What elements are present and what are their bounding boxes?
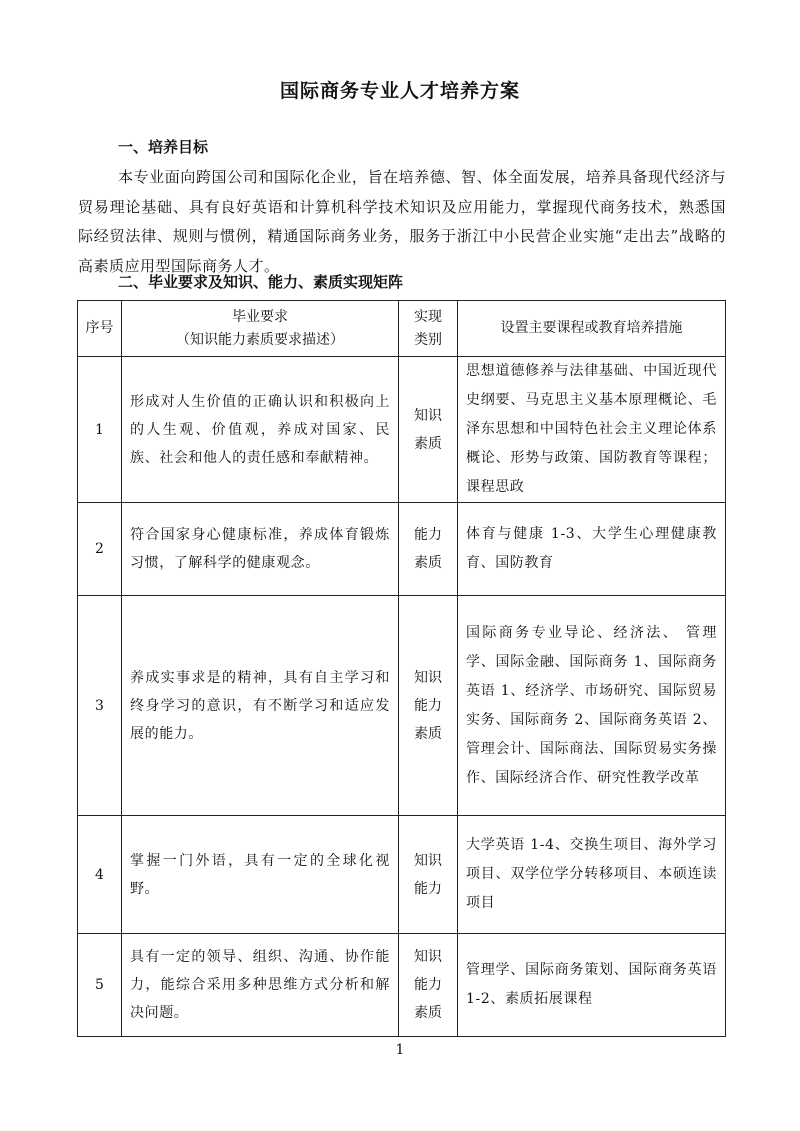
table-row: [78, 596, 726, 816]
header-num: 序号: [78, 301, 122, 357]
row-category: 知识 能力 素质: [399, 596, 458, 816]
row-num: 2: [78, 503, 122, 596]
row-courses: 思想道德修养与法律基础、中国近现代史纲要、马克思主义基本原理概论、毛泽东思想和中国特色社会主义理论体系概论、形势与政策、国防教育等课程；课程思政: [458, 357, 726, 503]
requirements-matrix-table: [77, 300, 726, 1037]
section-heading-matrix: 二、毕业要求及知识、能力、素质实现矩阵: [118, 273, 404, 291]
row-courses: 国际商务专业导论、经济法、 管理学、国际金融、国际商务 1、国际商务英语 1、经济学、市场研究、国际贸易实务、国际商务 2、国际商务英语 2、管理会计、国际商法、国际贸易实务操作、国际经济合作、研究性教学改革: [458, 596, 726, 816]
section-heading-objectives: 一、培养目标: [118, 138, 209, 156]
row-requirement: 形成对人生价值的正确认识和积极向上的人生观、价值观，养成对国家、民族、社会和他人的责任感和奉献精神。: [122, 357, 399, 503]
objectives-paragraph: 本专业面向跨国公司和国际化企业，旨在培养德、智、体全面发展，培养具备现代经济与贸易理论基础、具有良好英语和计算机科学技术知识及应用能力，掌握现代商务技术，熟悉国际经贸法律、规则与惯例，精通国际商务业务，服务于浙江中小民营企业实施“走出去”战略的高素质应用型国际商务人才。: [78, 168, 726, 275]
row-requirement: 符合国家身心健康标准，养成体育锻炼习惯，了解科学的健康观念。: [122, 503, 399, 596]
table-row: [78, 357, 726, 503]
row-category: 知识 素质: [399, 357, 458, 503]
page-number: 1: [395, 1042, 405, 1058]
table-row: [78, 503, 726, 596]
table-row: [78, 934, 726, 1037]
row-num: 5: [78, 934, 122, 1037]
row-num: 1: [78, 357, 122, 503]
row-requirement: 掌握一门外语，具有一定的全球化视野。: [122, 816, 399, 934]
header-courses: 设置主要课程或教育培养措施: [458, 301, 726, 357]
row-courses: 大学英语 1-4、交换生项目、海外学习项目、双学位学分转移项目、本硕连读项目: [458, 816, 726, 934]
row-num: 3: [78, 596, 122, 816]
header-requirement: 毕业要求 （知识能力素质要求描述）: [122, 301, 399, 357]
header-category: 实现 类别: [399, 301, 458, 357]
document-title: 国际商务专业人才培养方案: [279, 80, 520, 102]
row-requirement: 养成实事求是的精神，具有自主学习和终身学习的意识，有不断学习和适应发展的能力。: [122, 596, 399, 816]
row-courses: 管理学、国际商务策划、国际商务英语 1-2、素质拓展课程: [458, 934, 726, 1037]
row-category: 知识 能力: [399, 816, 458, 934]
row-requirement: 具有一定的领导、组织、沟通、协作能力，能综合采用多种思维方式分析和解决问题。: [122, 934, 399, 1037]
row-num: 4: [78, 816, 122, 934]
table-header-row: [78, 301, 726, 357]
table-row: [78, 816, 726, 934]
row-category: 知识 能力 素质: [399, 934, 458, 1037]
row-courses: 体育与健康 1-3、大学生心理健康教育、国防教育: [458, 503, 726, 596]
row-category: 能力 素质: [399, 503, 458, 596]
